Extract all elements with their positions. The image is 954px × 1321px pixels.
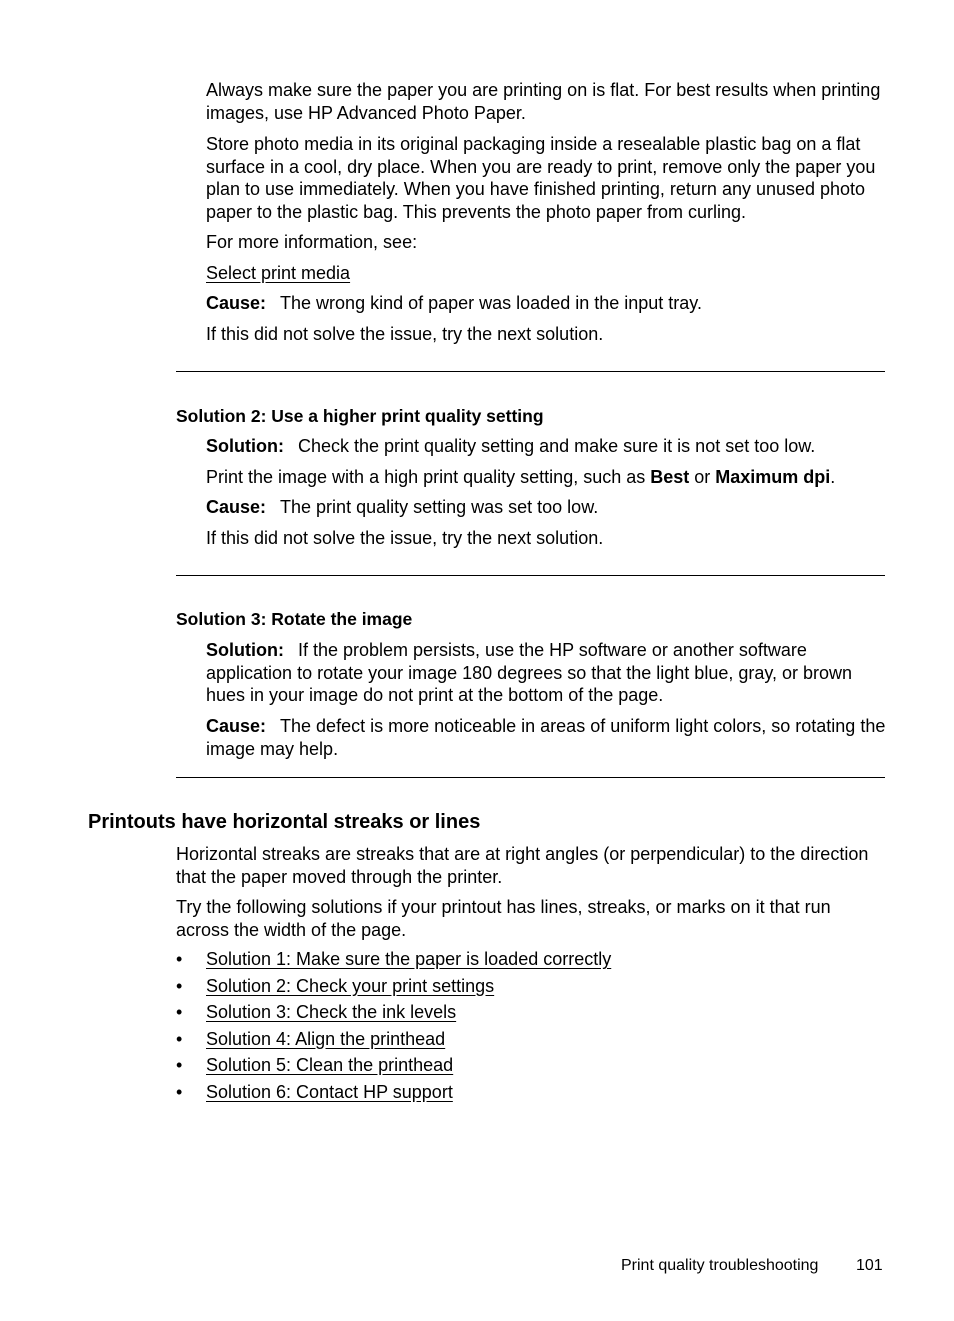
- footer-title: Print quality troubleshooting: [621, 1257, 819, 1274]
- solution-text: If the problem persists, use the HP software or another software application to rotate your image 180 degrees so that the light blue, gray, or brown hues in your image do not print at the bottom of the page.: [206, 640, 853, 705]
- cause-text: The wrong kind of paper was loaded in the input tray.: [280, 293, 702, 313]
- solution4-link[interactable]: Solution 4: Align the printhead: [206, 1028, 446, 1049]
- solution-label: Solution:: [206, 436, 284, 456]
- solution3-cause: [206, 715, 886, 760]
- cause-text: The print quality setting was set too low.: [280, 497, 599, 517]
- solution-label: Solution:: [206, 640, 284, 660]
- list-item: [176, 1028, 876, 1055]
- maximum-dpi-setting: Maximum dpi: [715, 467, 831, 487]
- list-item: [176, 1081, 876, 1108]
- solution2-print-instruction: [206, 466, 886, 489]
- intro-paragraph-storage: Store photo media in its original packaging inside a resealable plastic bag on a flat surface in a cool, dry place. When you are ready to print, remove only the paper you plan to use immediately. When you have finished printing, return any unused photo paper to the plastic bag. This prevents the photo paper from curling.: [206, 134, 876, 222]
- or-text: or: [689, 467, 716, 487]
- section-heading: Printouts have horizontal streaks or lines: [88, 811, 481, 833]
- intro-paragraph-flat-paper: Always make sure the paper you are printing on is flat. For best results when printing images, use HP Advanced Photo Paper.: [206, 80, 881, 123]
- divider: [176, 371, 885, 372]
- solution1-link[interactable]: Solution 1: Make sure the paper is loaded correctly: [206, 949, 612, 969]
- solution3-link[interactable]: Solution 3: Check the ink levels: [206, 1002, 457, 1022]
- cause-label: Cause:: [206, 293, 267, 313]
- divider: [176, 575, 885, 576]
- solution3-solution: [206, 639, 886, 707]
- solution2-next-solution: If this did not solve the issue, try the next solution.: [206, 528, 604, 548]
- solutions-list: [176, 948, 876, 1107]
- bullet: •: [176, 949, 183, 969]
- cause-label: Cause:: [206, 497, 267, 517]
- solution2-cause: [206, 496, 886, 519]
- intro-next-solution: If this did not solve the issue, try the next solution.: [206, 324, 604, 344]
- bullet: •: [176, 1055, 183, 1075]
- solution-text: Check the print quality setting and make sure it is not set too low.: [297, 436, 816, 456]
- solution5-link[interactable]: Solution 5: Clean the printhead: [206, 1055, 454, 1075]
- solution2-heading: Solution 2: Use a higher print quality setting: [176, 406, 544, 426]
- solution3-heading: Solution 3: Rotate the image: [176, 609, 413, 629]
- page-number: 101: [856, 1257, 883, 1274]
- select-print-media-paragraph: [206, 262, 886, 285]
- bullet: •: [176, 1028, 183, 1049]
- list-item: [176, 1001, 876, 1028]
- intro-paragraph-more-info: For more information, see:: [206, 232, 418, 252]
- period-text: .: [830, 467, 836, 487]
- list-item: [176, 975, 876, 1002]
- print-instruction-text: Print the image with a high print quality setting, such as: [206, 467, 651, 487]
- list-item: [176, 948, 876, 975]
- cause-label: Cause:: [206, 716, 267, 736]
- bullet: •: [176, 975, 183, 996]
- select-print-media-link[interactable]: Select print media: [206, 263, 351, 283]
- intro-cause: [206, 292, 886, 315]
- list-item: [176, 1054, 876, 1081]
- section-paragraph-try: Try the following solutions if your printout has lines, streaks, or marks on it that run across the width of the page.: [176, 897, 831, 940]
- bullet: •: [176, 1002, 183, 1022]
- cause-text: The defect is more noticeable in areas of uniform light colors, so rotating the image may help.: [206, 716, 886, 759]
- best-setting: Best: [650, 467, 690, 487]
- bullet: •: [176, 1081, 183, 1102]
- solution6-link[interactable]: Solution 6: Contact HP support: [206, 1081, 453, 1102]
- solution2-link[interactable]: Solution 2: Check your print settings: [206, 975, 495, 996]
- section-paragraph-definition: Horizontal streaks are streaks that are at right angles (or perpendicular) to the direction that the paper moved through the printer.: [176, 844, 869, 887]
- divider: [176, 777, 885, 778]
- solution2-solution: [206, 435, 886, 458]
